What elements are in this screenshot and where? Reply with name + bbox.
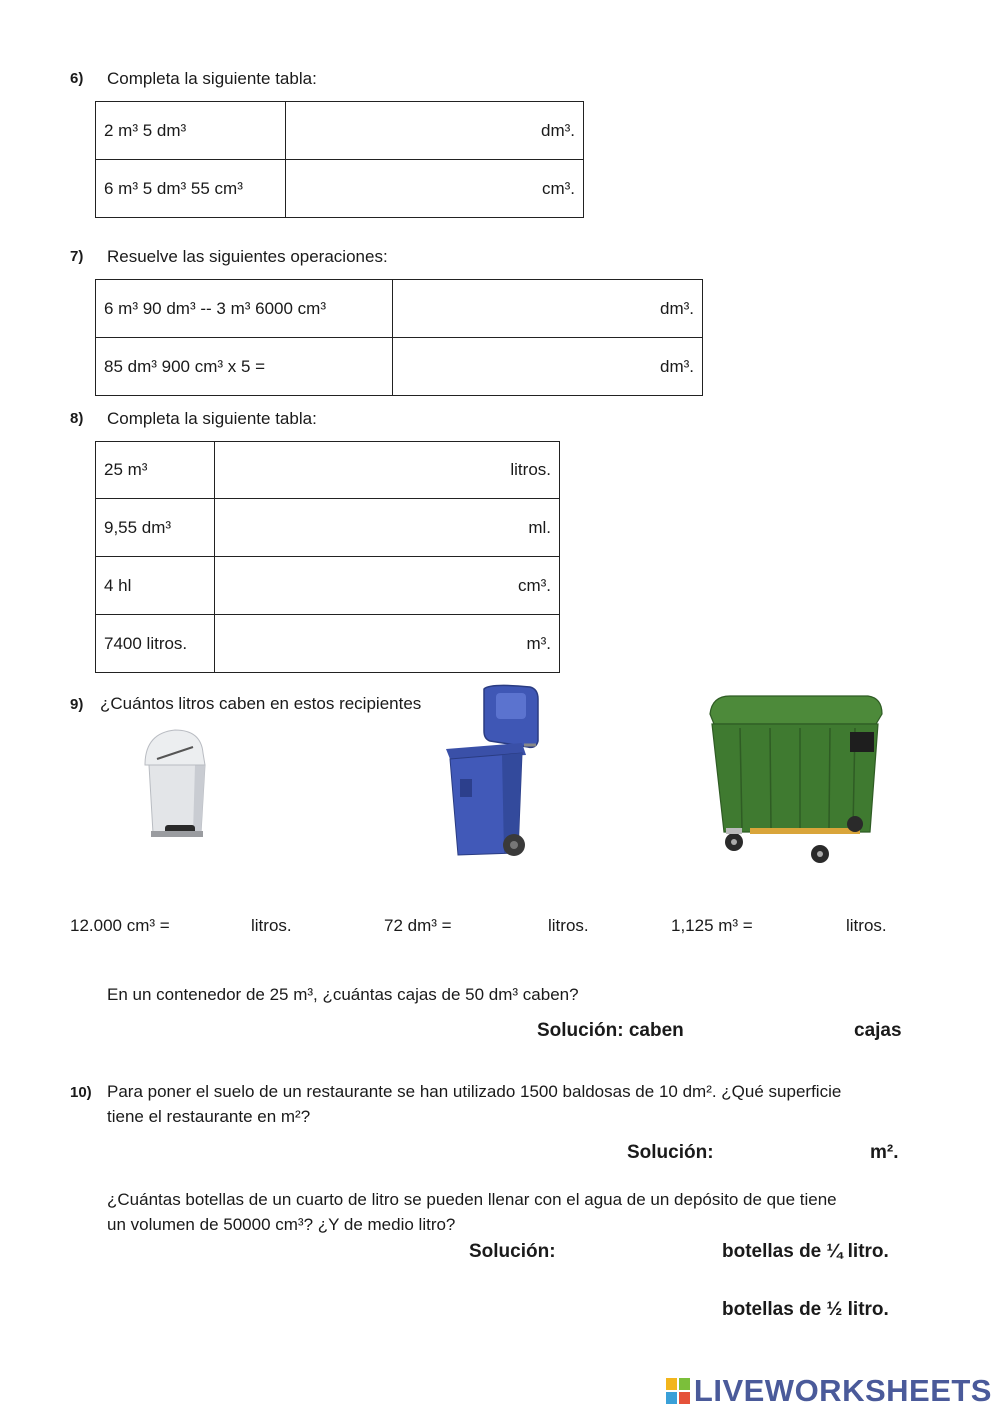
q9-container-question: En un contenedor de 25 m³, ¿cuántas cajas de 50 dm³ caben? xyxy=(107,985,579,1004)
q8-row3-answer[interactable]: cm³. xyxy=(215,557,560,615)
q6-row1-prompt: 2 m³ 5 dm³ xyxy=(96,102,286,160)
question-6-title: Completa la siguiente tabla: xyxy=(107,69,317,88)
q10-bottles-line1: ¿Cuántas botellas de un cuarto de litro se pueden llenar con el agua de un depósito de que tiene xyxy=(107,1190,837,1209)
table-row xyxy=(96,102,584,160)
q9-item1-unit[interactable]: litros. xyxy=(251,916,292,935)
q6-row2-prompt: 6 m³ 5 dm³ 55 cm³ xyxy=(96,160,286,218)
question-9-number: 9) xyxy=(70,696,84,713)
green-container-image xyxy=(700,692,890,872)
question-6-table xyxy=(95,101,584,218)
q10-bottles-quarter-unit[interactable]: botellas de ¼ litro. xyxy=(722,1241,889,1262)
q8-row4-prompt: 7400 litros. xyxy=(96,615,215,673)
q9-solution-label: Solución: caben xyxy=(537,1020,684,1041)
q7-row2-answer[interactable]: dm³. xyxy=(393,338,703,396)
q9-solution-unit[interactable]: cajas xyxy=(854,1020,902,1041)
question-7-number: 7) xyxy=(70,248,84,265)
q8-row4-answer[interactable]: m³. xyxy=(215,615,560,673)
q9-item3-unit[interactable]: litros. xyxy=(846,916,887,935)
table-row xyxy=(96,160,584,218)
q6-row1-answer[interactable]: dm³. xyxy=(286,102,584,160)
table-row xyxy=(96,338,703,396)
question-7-table xyxy=(95,279,703,396)
q10-solution-label: Solución: xyxy=(627,1142,714,1163)
q10-bottles-line2: un volumen de 50000 cm³? ¿Y de medio litro? xyxy=(107,1215,456,1234)
question-7-title: Resuelve las siguientes operaciones: xyxy=(107,247,388,266)
q7-row1-prompt: 6 m³ 90 dm³ -- 3 m³ 6000 cm³ xyxy=(96,280,393,338)
q9-item2-expr: 72 dm³ = xyxy=(384,916,452,935)
q6-row2-answer[interactable]: cm³. xyxy=(286,160,584,218)
q7-row2-prompt: 85 dm³ 900 cm³ x 5 = xyxy=(96,338,393,396)
q8-row3-prompt: 4 hl xyxy=(96,557,215,615)
liveworksheets-logo xyxy=(666,1373,992,1409)
q9-item3-expr: 1,125 m³ = xyxy=(671,916,753,935)
table-row xyxy=(96,280,703,338)
question-8-number: 8) xyxy=(70,410,84,427)
q8-row2-prompt: 9,55 dm³ xyxy=(96,499,215,557)
liveworksheets-logo-text: LIVEWORKSHEETS xyxy=(693,1373,992,1408)
question-6-number: 6) xyxy=(70,70,84,87)
blue-wheelie-bin-image xyxy=(440,683,550,873)
q10-bottles-half-unit[interactable]: botellas de ½ litro. xyxy=(722,1299,889,1320)
table-row xyxy=(96,615,560,673)
q10-line2: tiene el restaurante en m²? xyxy=(107,1107,311,1126)
q8-row1-prompt: 25 m³ xyxy=(96,442,215,499)
table-row xyxy=(96,557,560,615)
table-row xyxy=(96,442,560,499)
question-8-table xyxy=(95,441,560,673)
liveworksheets-logo-icon xyxy=(666,1378,690,1404)
q7-row1-answer[interactable]: dm³. xyxy=(393,280,703,338)
question-8-title: Completa la siguiente tabla: xyxy=(107,409,317,428)
q10-solution-unit[interactable]: m². xyxy=(870,1142,899,1163)
q10-bottles-solution-label: Solución: xyxy=(469,1241,556,1262)
q9-item1-expr: 12.000 cm³ = xyxy=(70,916,170,935)
pedal-bin-image xyxy=(135,725,225,845)
table-row xyxy=(96,499,560,557)
q8-row2-answer[interactable]: ml. xyxy=(215,499,560,557)
question-10-number: 10) xyxy=(70,1084,92,1101)
q8-row1-answer[interactable]: litros. xyxy=(215,442,560,499)
q9-item2-unit[interactable]: litros. xyxy=(548,916,589,935)
question-9-title: ¿Cuántos litros caben en estos recipientes xyxy=(100,694,422,713)
q10-line1: Para poner el suelo de un restaurante se han utilizado 1500 baldosas de 10 dm². ¿Qué superficie xyxy=(107,1082,842,1101)
